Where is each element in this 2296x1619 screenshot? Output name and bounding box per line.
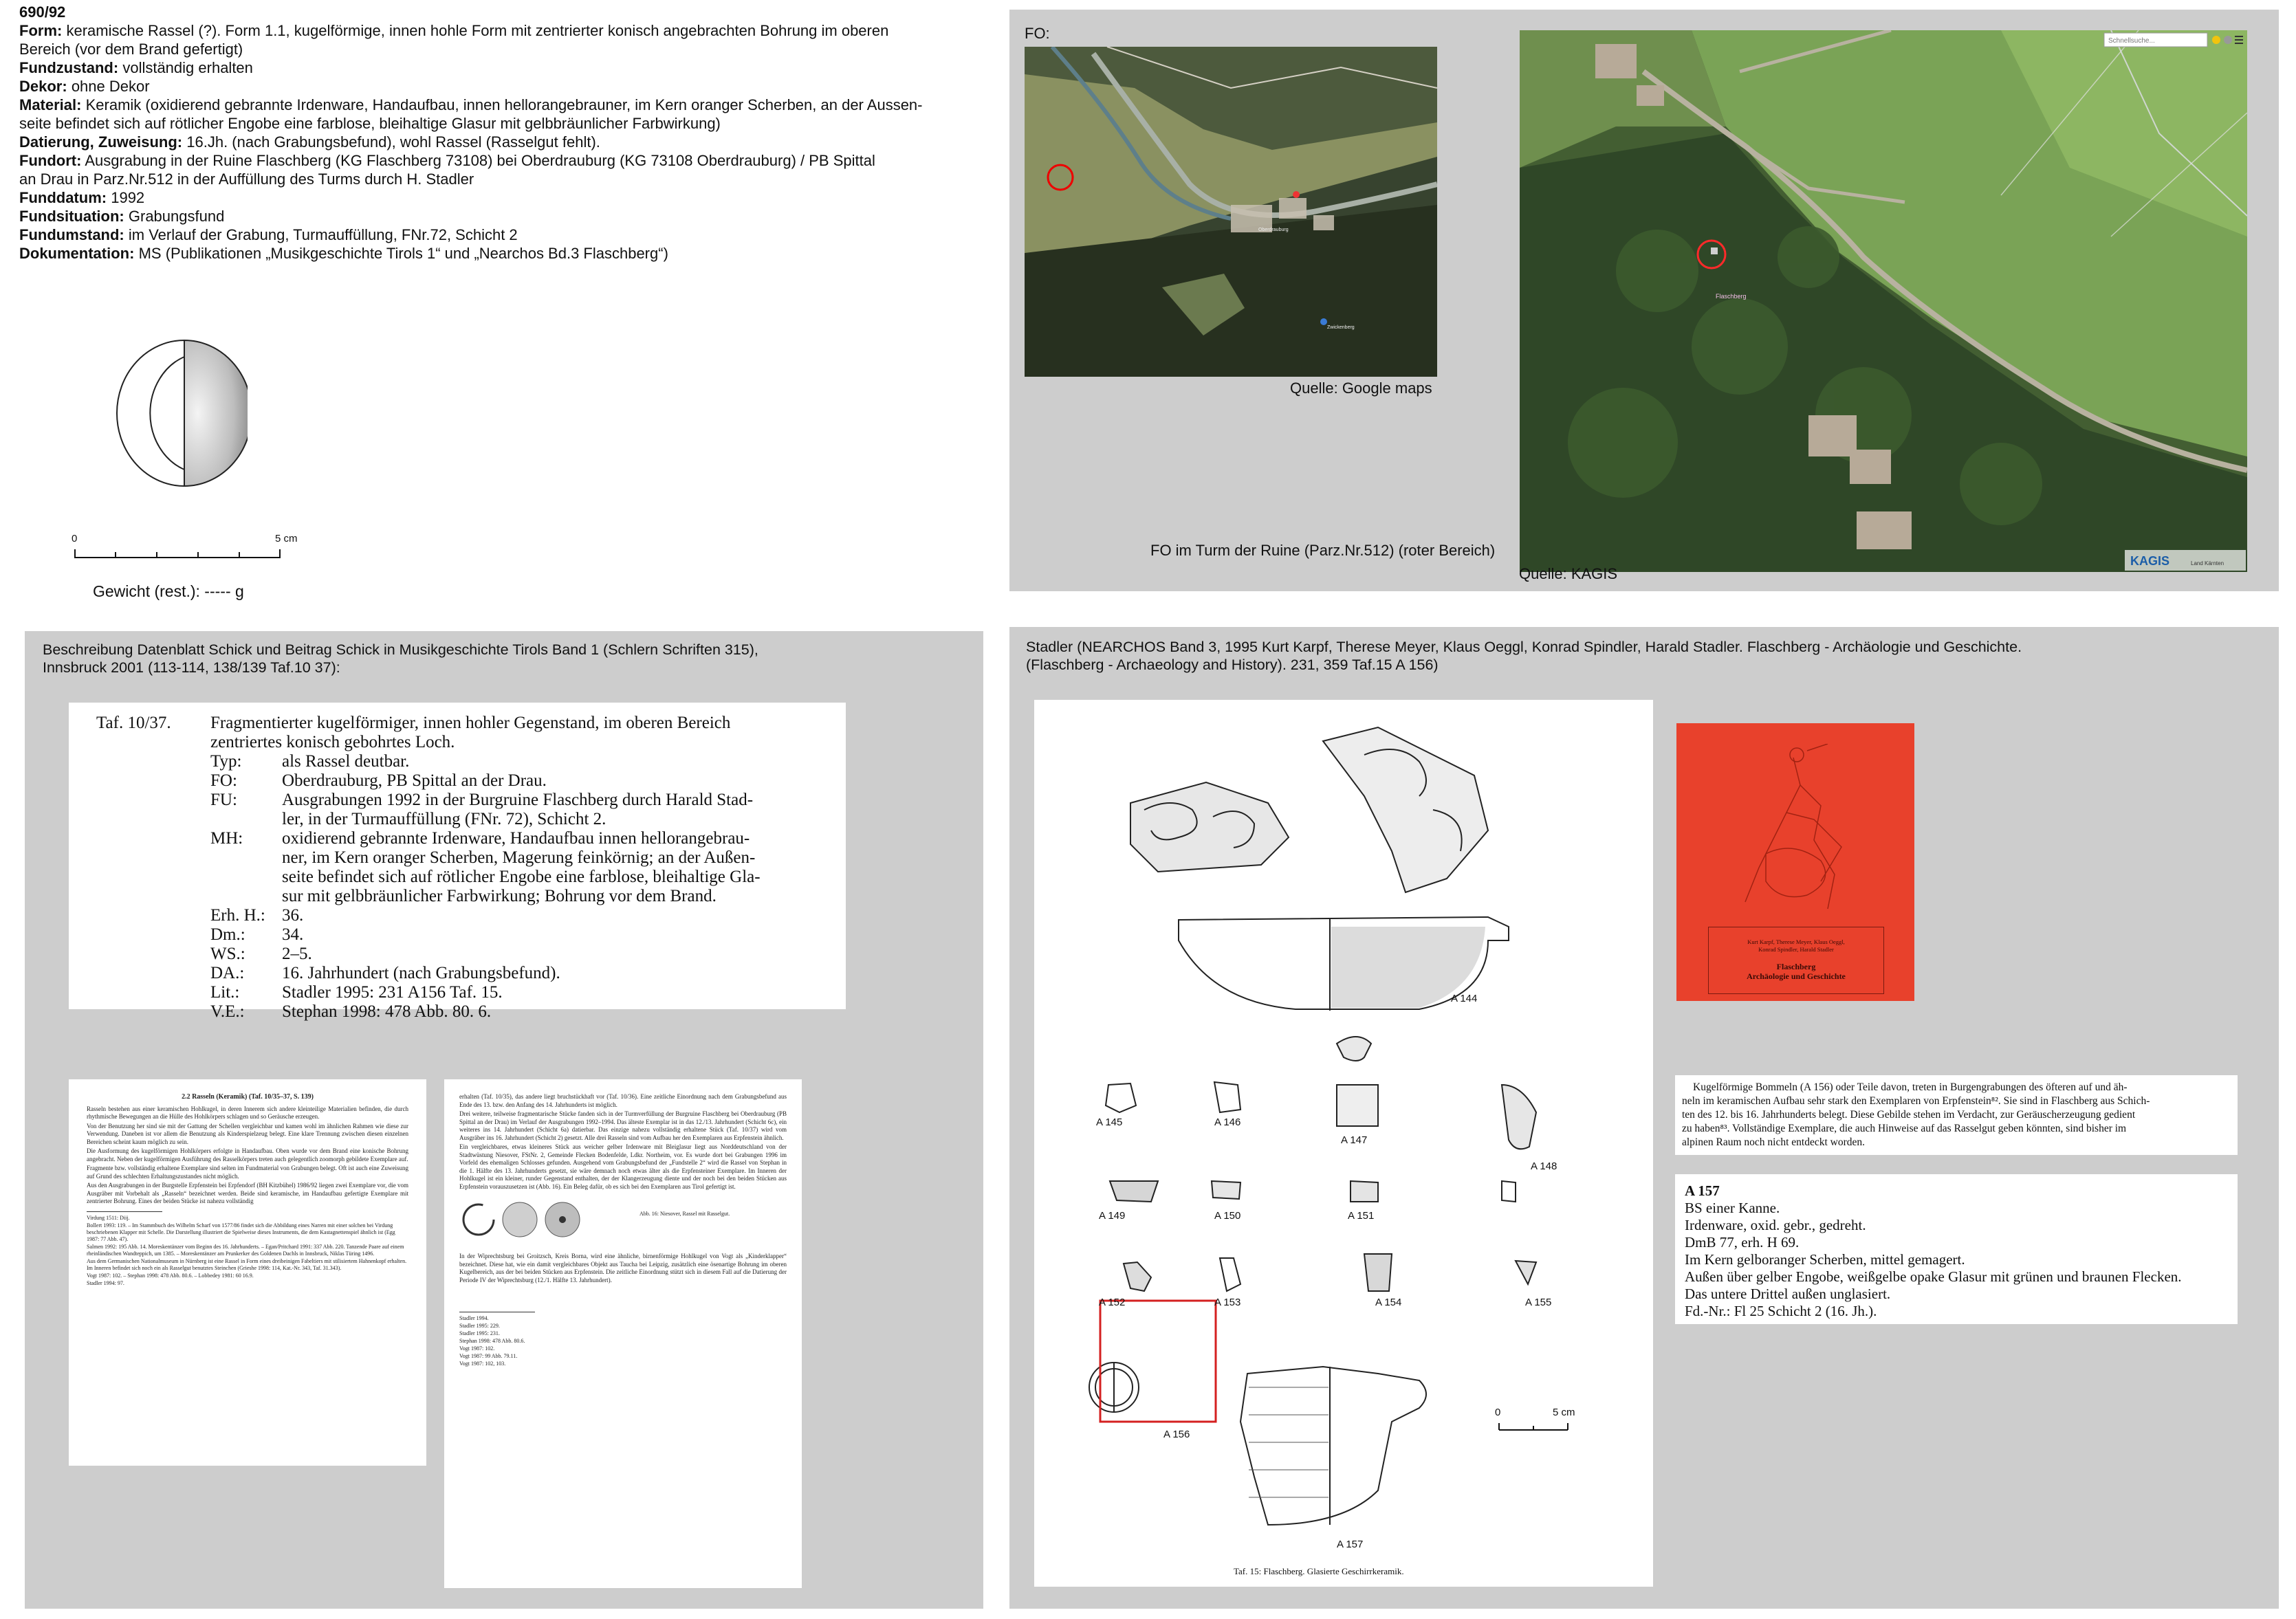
catalog-row: ner, im Kern oranger Scherben, Magerung feinkörnig; an der Außen- (282, 848, 756, 867)
a157-line: Irdenware, oxid. gebr., gedreht. (1685, 1217, 1866, 1233)
a157-line: Das untere Drittel außen unglasiert. (1685, 1286, 1891, 1302)
record-field-line: Material: Keramik (oxidierend gebrannte Irdenware, Handaufbau, innen hellorangebrauner, im Kern oranger Scherben, an der Aussen- (19, 96, 923, 113)
footnote: Stadler 1994. (459, 1315, 489, 1321)
book-title-box: Kurt Karpf, Therese Meyer, Klaus Oeggl, Konrad Spindler, Harald Stadler Flaschberg Archäologie und Geschichte (1708, 927, 1884, 994)
plate-label: A 144 (1451, 993, 1478, 1004)
catalog-row: ler, in der Turmauffüllung (FNr. 72), Schicht 2. (282, 810, 606, 828)
plate-label: A 153 (1214, 1297, 1241, 1308)
plate-label: A 147 (1341, 1134, 1368, 1146)
fo-label: FO: (1025, 25, 1050, 42)
google-caption: Quelle: Google maps (1290, 379, 1432, 397)
scale-end: 5 cm (275, 533, 298, 544)
record-field-label: Material: (19, 96, 82, 113)
record-field-line: Dokumentation: MS (Publikationen „Musikgeschichte Tirols 1“ und „Nearchos Bd.3 Flaschberg“) (19, 245, 668, 262)
plate-label: A 154 (1375, 1297, 1402, 1308)
kagis-logo: KAGIS (2130, 554, 2170, 568)
plate-label: A 152 (1099, 1297, 1126, 1308)
record-fields (19, 21, 982, 263)
catalog-row: DA.: 16. Jahrhundert (nach Grabungsbefund). (210, 964, 560, 982)
fo-caption: FO im Turm der Ruine (Parz.Nr.512) (roter Bereich) (1150, 542, 1496, 559)
record-field-label: Dokumentation: (19, 245, 135, 262)
stadler-title: Stadler (NEARCHOS Band 3, 1995 Kurt Karpf, Therese Meyer, Klaus Oeggl, Konrad Spindler, Harald Stadler. Flaschberg - Archäologie und Geschichte. (Flaschberg - Archaeology and History). 231, 359 Taf.15 A 156) (1026, 639, 2022, 673)
record-field-label: Funddatum: (19, 189, 107, 206)
a157-entry (1675, 1174, 2238, 1324)
a157-line: Außen über gelber Engobe, weißgelbe opake Glasur mit grünen und braunen Flecken. (1685, 1268, 2182, 1285)
paragraph: Fragmente bzw. vollständig erhaltene Exemplare sind selten im Fundmaterial von Grabungen belegt. Oft ist auch eine Zuweisung auf Grund des schlechten Erhaltungszustandes nicht möglich. (87, 1165, 408, 1180)
footnote: Vogt 1987: 99 Abb. 79.11. (459, 1353, 518, 1359)
record-field-line: Fundsituation: Grabungsfund (19, 208, 225, 225)
record-header (19, 3, 982, 263)
google-map (1025, 47, 1437, 377)
catalog-body: Fragmentierter kugelförmiger, innen hohler Gegenstand, im oberen Bereich zentriertes konisch gebohrtes Loch. Typ: als Rassel deutbar. FO: Oberdrauburg, PB Spittal an der Drau. FU: Ausgrabungen 1992 in der Burgruine Flaschberg durch Harald Stad- ler, in der Turmauffüllung (FNr. 72), Schicht 2. MH: oxidierend gebrannte Irdenware, Handaufbau innen hellorangebrau- ner, im Kern oranger Scherben, Magerung feinkörnig; an der Außen- seite befindet sich auf rötlicher Engobe eine farblose, bleihaltige Gla- sur mit gelbbräunlicher Farbwirkung; Bohrung vor dem Brand. Erh. H.: 36. Dm.: 34. WS.: 2–5. DA.: 16. Jahrhundert (nach Grabungsbefund). Lit.: Stadler 1995: 231 A156 Taf. 15. V.E.: Stephan 1998: 478 Abb. 80. 6. (210, 714, 843, 1022)
paragraph: Ein vergleichbares, etwas kleineres Stück aus weicher gelber Irdenware mit Bleiglasur liegt aus Norddeutschland von der Stadtwüstung Niesover, FStNr. 2, Gemeinde Flecken Bodenfelde, Ldkr. Northeim, vor. Es wurde dort bei Grabungen 1996 im Vorfeld des ehemaligen Schlosses gefunden. Ausgehend vom Grabungsbefund der „Fundstelle 2“ wird die Rassel von Stephan in die 1. Hälfte des 13. Jahrhunderts gesetzt, sie wäre demnach noch etwas älter als die Erpfensteiner Exemplare. Im Inneren der Hohlkugel ist ein kleiner, runder Gegenstand enthalten, der der Klangerzeugung diente und der noch bei den beiden Stücken aus Erpfenstein vorauszusetzen ist (Abb. 16). Ein Beleg dafür, ob es sich bei den Exemplaren aus Tirol gefertigt ist. (459, 1143, 787, 1190)
plate-label: A 146 (1214, 1116, 1241, 1128)
section-heading: 2.2 Rasseln (Keramik) (Taf. 10/35–37, S. 139) (182, 1093, 314, 1101)
map-town-label: Zwickenberg (1327, 325, 1355, 330)
paragraph: Von der Benutzung her sind sie mit der Gattung der Schellen vergleichbar und kamen wohl im ähnlichen Rahmen wie diese zur Verwendung. Daneben ist vor allem die Benutzung als Kinderspielzeug belegt. Eine klare Trennung zwischen diesen einzelnen Bereichen scheint kaum möglich zu sein. (87, 1122, 408, 1145)
plate-label: A 150 (1214, 1210, 1241, 1222)
catalog-row: sur mit gelbbräunlicher Farbwirkung; Bohrung vor dem Brand. (282, 887, 717, 905)
record-field-line: Fundort: Ausgrabung in der Ruine Flaschberg (KG Flaschberg 73108) bei Oberdrauburg (KG 73108 Oberdrauburg) / PB Spittal (19, 152, 875, 169)
map-town-label: Oberdrauburg (1258, 228, 1289, 232)
catalog-row: seite befindet sich auf rötlicher Engobe eine farblose, bleihaltige Gla- (282, 868, 761, 886)
footnote: Vogt 1987: 102. (459, 1345, 495, 1352)
plate-scale-end: 5 cm (1553, 1407, 1575, 1418)
record-field-line: seite befindet sich auf rötlicher Engobe eine farblose, bleihaltige Glasur mit gelbbräunlicher Farbwirkung) (19, 115, 721, 132)
record-field-line: Datierung, Zuweisung: 16.Jh. (nach Grabungsbefund), wohl Rassel (Rasselgut fehlt). (19, 133, 600, 151)
pottery-plate (1034, 700, 1653, 1587)
footnote: Stephan 1998: 478 Abb. 80.6. (459, 1338, 525, 1344)
record-field-label: Fundort: (19, 152, 82, 169)
record-field-line: Funddatum: 1992 (19, 189, 145, 206)
paragraph: erhalten (Taf. 10/35), das andere liegt bruchstückhaft vor (Taf. 10/36). Eine zeitliche Einordnung nach dem Grabungsbefund aus Ende des 13. bzw. den Anfang des 14. Jahrhunderts ist möglich. (459, 1093, 787, 1108)
stadler-panel (1009, 627, 2279, 1609)
footnote: Aus dem Germanischen Nationalmuseum in Nürnberg ist eine Rassel in Form eines dreibeinigen Fabeltiers mit stilisiertem Hahnenkopf erhalten. Im Inneren befindet sich noch ein als Rasselgut benutztes Steinchen (Grieshe 1998: 114, Kat.-Nr. 343, Taf. 31.343). (87, 1257, 407, 1271)
footnote: Bollert 1993: 119. – Im Stammbuch des Wilhelm Scharf von 1577/86 findet sich die Abbildung eines Narren mit einer solchen bei Virdung beschriebenen Klapper mit Schelle. Die Darstellung illustriert die Spielweise dieses Instruments, die dem Kastagnettenspiel ähnlich ist (Egg 1987: 77 Abb. 47). (87, 1222, 395, 1242)
catalog-row: Dm.: 34. (210, 925, 304, 944)
catalog-card (69, 703, 846, 1021)
footnote: Vogt 1987: 102. – Stephan 1998: 478 Abb. 80.6. – Lobbedey 1981: 60 16.9. (87, 1272, 254, 1279)
record-field-line: Dekor: ohne Dekor (19, 78, 150, 95)
a157-line: BS einer Kanne. (1685, 1200, 1780, 1216)
record-field-label: Fundumstand: (19, 226, 124, 243)
record-field-line: an Drau in Parz.Nr.512 in der Auffüllung des Turms durch H. Stadler (19, 170, 474, 188)
rattle-drawing (110, 333, 248, 492)
kagis-caption: Quelle: KAGIS (1519, 565, 1618, 582)
footnote: Salmen 1992: 195 Abb. 14. Moreskentänzer vom Beginn des 16. Jahrhunderts. – Egan/Pritchard 1991: 337 Abb. 220. Tanzende Paare auf einem rheinländischen Wandteppich, um 1385. – Moreskentänzer am Prunkerker des Goldenen Dachls in Innsbruck, Niklas Türing 1496. (87, 1243, 404, 1257)
page-snippet-left (69, 1079, 426, 1466)
page-snippet-right: erhalten (Taf. 10/35), das andere liegt bruchstückhaft vor (Taf. 10/36). Eine zeitliche Einordnung nach dem Grabungsbefund aus Ende des 13. bzw. den Anfang des 14. Jahrhunderts ist möglich. Drei weitere, teilweise fragmentarische Stücke fanden sich in der Turmverfüllung der Burgruine Flaschberg bei Oberdrauburg (PB Spittal an der Drau) im Verlauf der Ausgrabungen 1992–1994. Das älteste Exemplar ist in das 12./13. Jahrhundert (Schicht 6c), ein weiteres ins 14. Jahrhundert (Schicht 6a) datierbar. Das einzige nahezu vollständig erhaltene Stück (Taf. 10/37) wird vom Ausgräber ins 16. Jahrhundert (Schicht 2) gesetzt. Alle drei Rasseln sind vom Aufbau her den Exemplaren aus Erpfenstein ähnlich. Ein vergleichbares, etwas kleineres Stück aus weicher gelber Irdenware mit Bleiglasur liegt aus Norddeutschland von der Stadtwüstung Niesover, FStNr. 2, Gemeinde Flecken Bodenfelde, Ldkr. Northeim, vor. Es wurde dort bei Grabungen 1996 im Vorfeld des ehemaligen Schlosses gefunden. Ausgehend vom Grabungsbefund der „Fundstelle 2“ wird die Rassel von Stephan in die 1. Hälfte des 13. Jahrhunderts gesetzt, sie wäre demnach noch etwas älter als die Erpfensteiner Exemplare. Im Inneren der Hohlkugel ist ein kleiner, runder Gegenstand enthalten, der der Klangerzeugung diente und der noch bei den beiden Stücken aus Erpfenstein vorauszusetzen ist (Abb. 16). Ein Beleg dafür, ob es sich bei den Exemplaren aus Tirol gefertigt ist. Abb. 16: Niesover, Rassel mit Rasselgut. In der Wiprechtsburg bei Groitzsch, Kreis Borna, wird eine ähnliche, birnenförmige Hohlkugel von Vogt als „Kinderklapper“ bezeichnet. Diese hat, wie ein damit vergleichbares Objekt aus Taucha bei Leipzig, zusätzlich eine ösenartige Bohrung im oberen Kugelbereich, aus der bei beiden Stücken aus Erpfenstein. Die zeitliche Einordnung stützt sich in diesem Fall auf die Datierung der Periode IV der Wiprechtsburg (12./1. Hälfte 13. Jahrhundert). Stadler 1994. Stadler 1995: 229. Stadler 1995: 231. Stephan 1998: 478 Abb. 80.6. Vogt 1987: 102. Vogt 1987: 99 Abb. 79.11. Vogt 1987: 102, 103. (444, 1079, 802, 1588)
catalog-row: MH: oxidierend gebrannte Irdenware, Handaufbau innen hellorangebrau- (210, 829, 750, 848)
a157-line: Fd.-Nr.: Fl 25 Schicht 2 (16. Jh.). (1685, 1303, 1877, 1319)
kagis-search-input[interactable]: Schnellsuche... (2108, 37, 2155, 45)
plate-label: A 157 (1337, 1539, 1364, 1550)
record-field-line: Bereich (vor dem Brand gefertigt) (19, 41, 243, 58)
map-panel (1009, 10, 2279, 591)
plate-label: A 156 (1163, 1429, 1190, 1440)
catalog-row: Erh. H.: 36. (210, 906, 304, 925)
catalog-row: FO: Oberdrauburg, PB Spittal an der Drau. (210, 771, 547, 790)
record-field-label: Form: (19, 22, 63, 39)
plate-label: A 155 (1525, 1297, 1552, 1308)
plate-label: A 149 (1099, 1210, 1126, 1222)
schick-panel (25, 631, 983, 1609)
schick-title: Beschreibung Datenblatt Schick und Beitrag Schick in Musikgeschichte Tirols Band 1 (Schlern Schriften 315), Innsbruck 2001 (113-114, 138/139 Taf.10 37): (43, 641, 758, 676)
plate-label: A 151 (1348, 1210, 1375, 1222)
record-field-label: Fundsituation: (19, 208, 124, 225)
footnote: Vogt 1987: 102, 103. (459, 1361, 506, 1367)
record-field-line: Fundumstand: im Verlauf der Grabung, Turmauffüllung, FNr.72, Schicht 2 (19, 226, 518, 243)
catalog-row: V.E.: Stephan 1998: 478 Abb. 80. 6. (210, 1002, 492, 1021)
book-cover (1676, 723, 1914, 1001)
paragraph: Die Ausformung des kugelförmigen Hohlkörpers erfolgte in Handaufbau. Oben wurde vor dem Brand eine konische Bohrung angebracht. Neben der kugelförmigen Ausführung des Rasselkörpers treten auch gelegentlich zoomorph gebildete Exemplare auf. (87, 1147, 408, 1163)
paragraph: Aus den Ausgrabungen in der Burgstelle Erpfenstein bei Erpfendorf (BH Kitzbühel) 1986/92 liegen zwei Exemplare vor, die vom Ausgräber mit Vorbehalt als „Rasseln“ bezeichnet werden. Beide sind keramische, im Handaufbau gefertigte Exemplare mit zentrierter Bohrung. Eines der beiden Stücke ist nahezu vollständig (87, 1182, 408, 1204)
a157-line: Im Kern gelboranger Scherben, mittel gemagert. (1685, 1251, 1965, 1268)
catalog-row: WS.: 2–5. (210, 945, 312, 963)
paragraph: Drei weitere, teilweise fragmentarische Stücke fanden sich in der Turmverfüllung der Burgruine Flaschberg bei Oberdrauburg (PB Spittal an der Drau) im Verlauf der Ausgrabungen 1992–1994. Das älteste Exemplar ist in das 12./13. Jahrhundert (Schicht 6c), ein weiteres ins 14. Jahrhundert (Schicht 6a) datierbar. Das einzige nahezu vollständig erhaltene Stück (Taf. 10/37) wird vom Ausgräber ins 16. Jahrhundert (Schicht 2) gesetzt. Alle drei Rasseln sind vom Aufbau her den Exemplaren aus Erpfenstein ähnlich. (459, 1110, 787, 1141)
record-field-line: Fundzustand: vollständig erhalten (19, 59, 253, 76)
record-field-label: Dekor: (19, 78, 67, 95)
plate-scale-start: 0 (1495, 1407, 1501, 1418)
drawing-scale (69, 533, 303, 560)
weight-label: Gewicht (rest.): ----- g (93, 582, 244, 600)
kagis-map (1520, 30, 2247, 572)
a157-line: DmB 77, erh. H 69. (1685, 1234, 1800, 1251)
paragraph: Rasseln bestehen aus einer keramischen Hohlkugel, in deren Innerem sich andere kleinteilige Materialien befinden, die durch rhythmische Bewegungen an die Hülle des Hohlkörpers schlagen und so Geräusche erzeugen. (87, 1105, 408, 1120)
kagis-map-label: Flaschberg (1716, 293, 1747, 300)
footnote: Virdung 1511: Diij. (87, 1214, 130, 1221)
rider-illustration (1718, 744, 1876, 923)
record-field-line: Form: keramische Rassel (?). Form 1.1, kugelförmige, innen hohle Form mit zentrierter konisch angebrachten Bohrung im oberen (19, 22, 889, 39)
record-field-label: Datierung, Zuweisung: (19, 133, 183, 151)
rattle-photo-figure (459, 1196, 787, 1247)
catalog-row: Lit.: Stadler 1995: 231 A156 Taf. 15. (210, 983, 503, 1002)
plate-label: A 148 (1531, 1160, 1557, 1172)
footnote: Stadler 1995: 231. (459, 1330, 500, 1336)
footnote: Stadler 1995: 229. (459, 1323, 500, 1329)
scale-start: 0 (72, 533, 78, 544)
plate-label: A 145 (1096, 1116, 1123, 1128)
plate-caption: Taf. 15: Flaschberg. Glasierte Geschirrkeramik. (1234, 1566, 1404, 1576)
footnote: Stadler 1994: 97. (87, 1279, 124, 1286)
a157-title: A 157 (1685, 1182, 1720, 1199)
catalog-row: FU: Ausgrabungen 1992 in der Burgruine Flaschberg durch Harald Stad- (210, 791, 754, 809)
catalog-ref: Taf. 10/37. (96, 714, 171, 732)
catalog-rows (210, 752, 843, 1022)
figure-caption: Abb. 16: Niesover, Rassel mit Rasselgut. (639, 1211, 730, 1217)
stadler-text: Kugelförmige Bommeln (A 156) oder Teile davon, treten in Burgengrabungen des öfteren auf und äh- neln im keramischen Aufbau sehr stark den Exemplaren von Erpfenstein⁸². Sie sind in Flaschberg aus Schich- ten des 12. bis 16. Jahrhunderts belegt. Diese Gebilde stehen im Verdacht, zur Geräuscherzeugung gedient zu haben⁸³. Vollständige Exemplare, die auch Hinweise auf das Rasselgut geben könnten, sind bisher im alpinen Raum noch nicht entdeckt worden. (1675, 1075, 2238, 1155)
record-id: 690/92 (19, 3, 66, 21)
kagis-logo-sub: Land Kärnten (2191, 560, 2224, 566)
record-field-label: Fundzustand: (19, 59, 119, 76)
catalog-row: Typ: als Rassel deutbar. (210, 752, 410, 771)
